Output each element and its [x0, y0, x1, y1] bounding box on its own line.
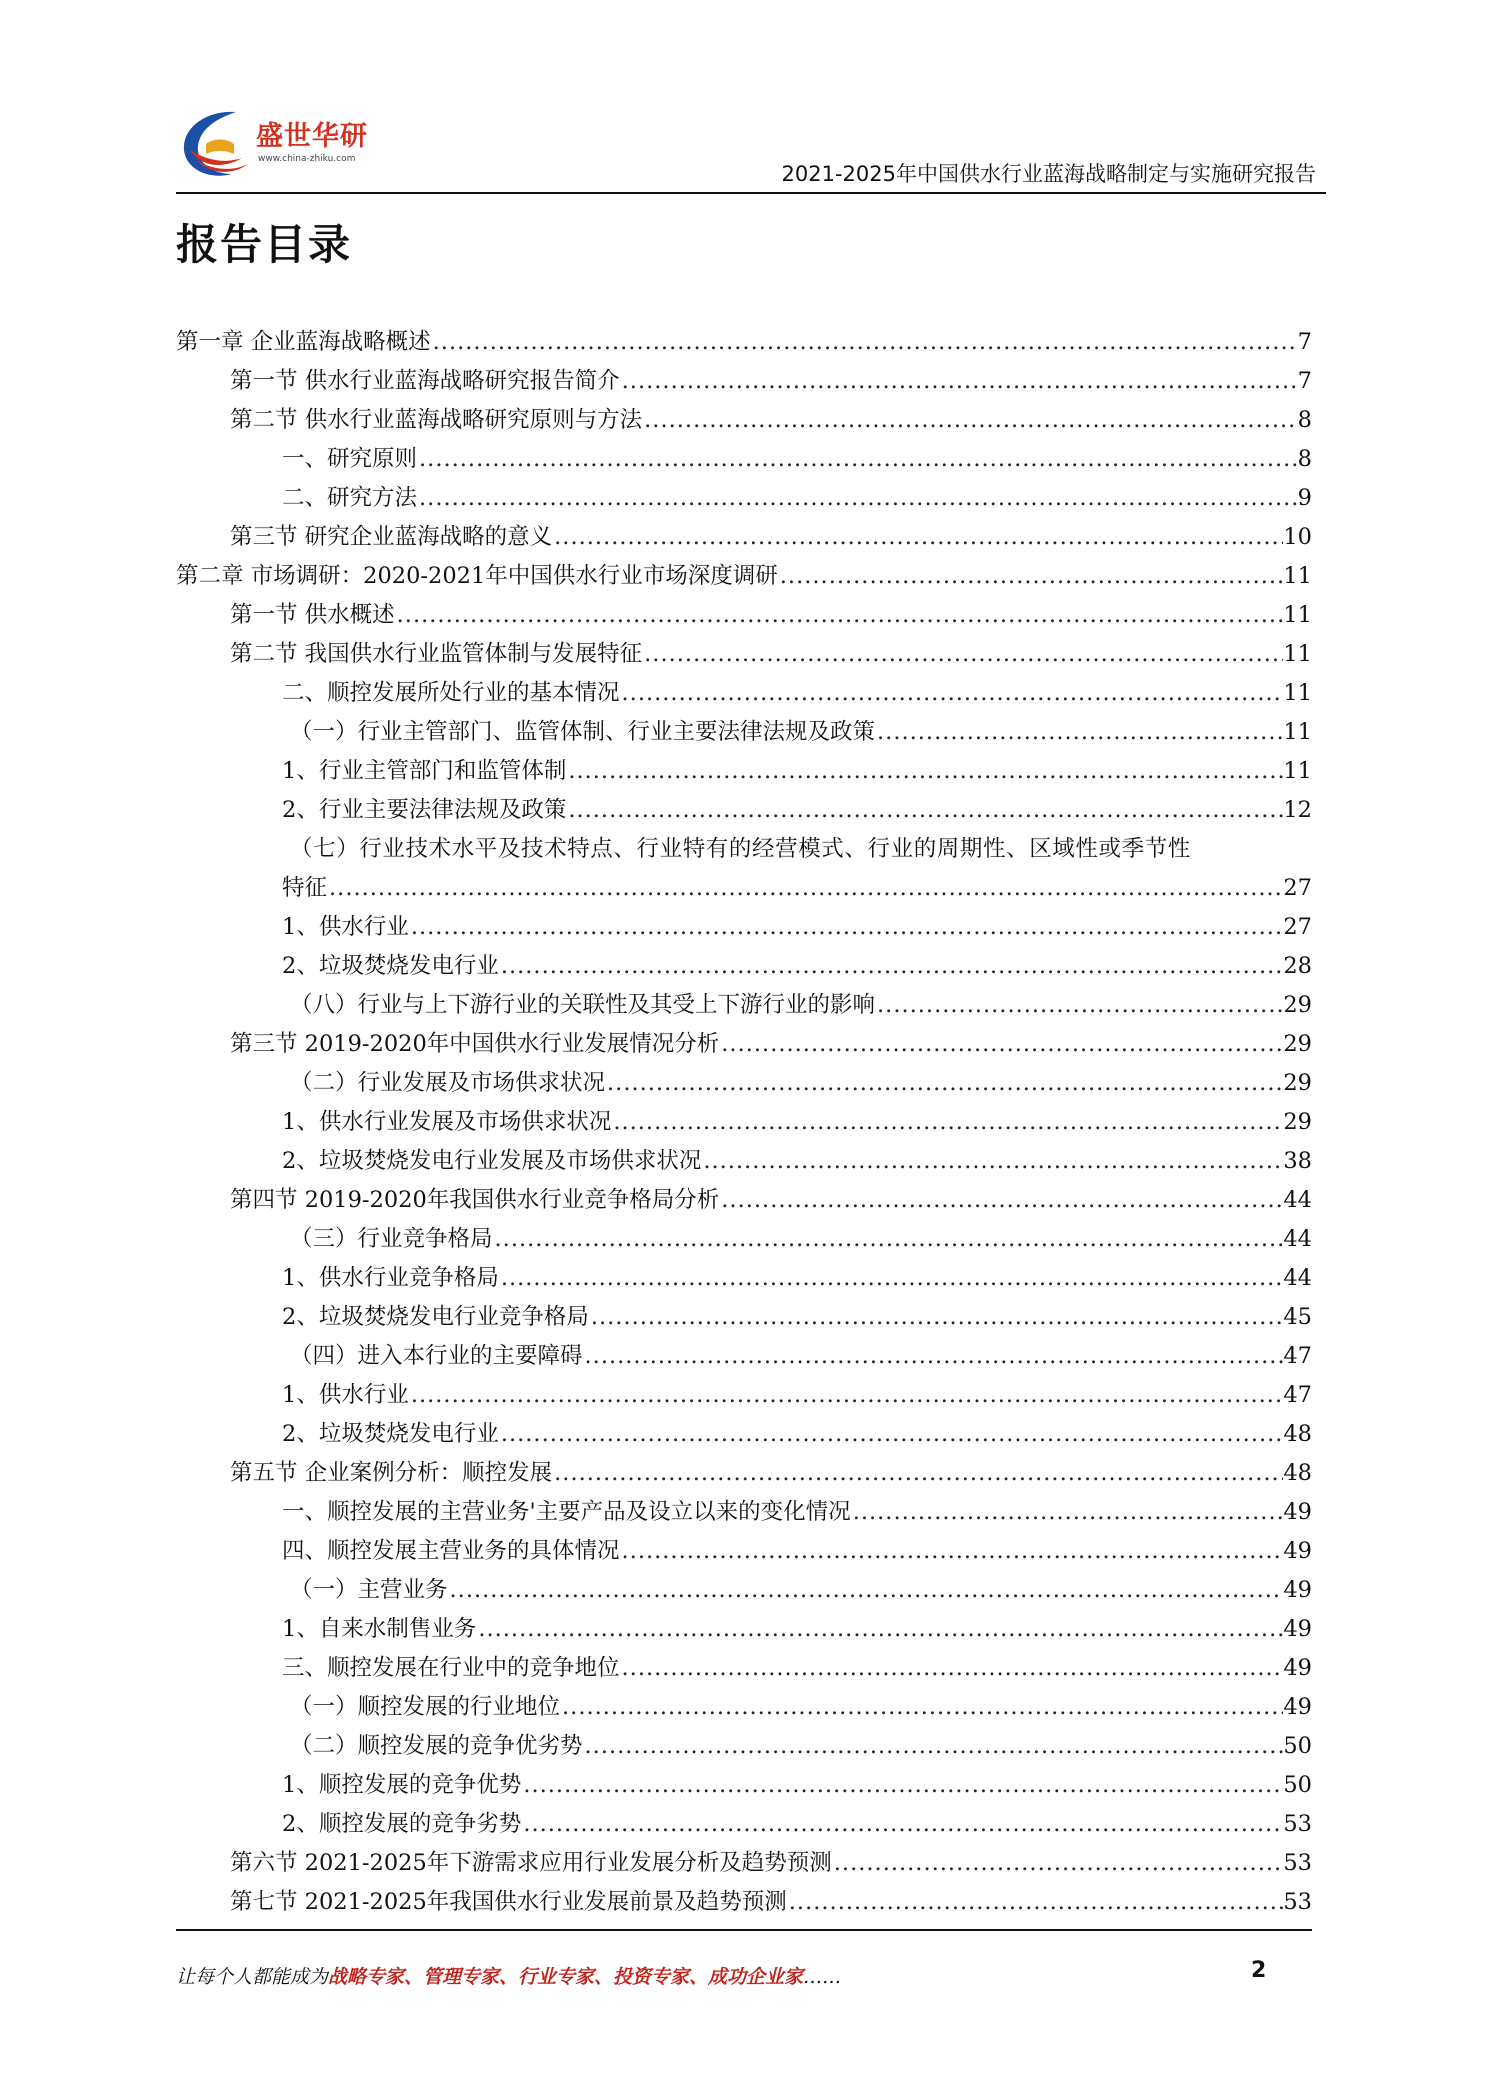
- toc-leader-dots: [419, 479, 1298, 518]
- toc-entry-title: 第一节 供水行业蓝海战略研究报告简介: [230, 368, 620, 394]
- toc-entry[interactable]: [176, 323, 1312, 362]
- toc-leader-dots: [644, 635, 1283, 674]
- toc-leader-dots: [877, 713, 1283, 752]
- toc-page-number: 29: [1283, 1070, 1312, 1096]
- toc-leader-dots: [703, 1142, 1283, 1181]
- toc-entry[interactable]: [176, 713, 1312, 752]
- toc-entry[interactable]: [176, 1805, 1312, 1844]
- toc-page-number: 44: [1283, 1187, 1312, 1213]
- toc-page-number: 49: [1283, 1655, 1312, 1681]
- report-title: 2021-2025年中国供水行业蓝海战略制定与实施研究报告: [781, 162, 1316, 186]
- toc-entry[interactable]: [176, 1025, 1312, 1064]
- toc-page-number: 12: [1283, 797, 1312, 823]
- toc-entry[interactable]: [176, 1649, 1312, 1688]
- toc-page-number: 48: [1283, 1421, 1312, 1447]
- toc-entry[interactable]: [176, 1142, 1312, 1181]
- toc-entry-title: 1、供水行业发展及市场供求状况: [282, 1109, 612, 1135]
- toc-entry-title: 三、顺控发展在行业中的竞争地位: [282, 1655, 620, 1681]
- toc-page-number: 9: [1297, 485, 1312, 511]
- toc-entry[interactable]: [176, 1844, 1312, 1883]
- toc-entry-title: 一、研究原则: [282, 446, 418, 472]
- toc-leader-dots: [644, 401, 1298, 440]
- toc-page-number: 11: [1283, 758, 1312, 784]
- toc-leader-dots: [780, 557, 1284, 596]
- toc-entry-title: （二）顺控发展的竞争优劣势: [290, 1733, 583, 1759]
- toc-page-number: 29: [1283, 1109, 1312, 1135]
- toc-entry-title: 第七节 2021-2025年我国供水行业发展前景及趋势预测: [230, 1889, 787, 1915]
- toc-entry[interactable]: [176, 1493, 1312, 1532]
- toc-entry-title: 第一节 供水概述: [230, 602, 395, 628]
- toc-entry[interactable]: [176, 1571, 1312, 1610]
- toc-page-number: 8: [1297, 446, 1312, 472]
- toc-leader-dots: [523, 1766, 1283, 1805]
- toc-leader-dots: [622, 1649, 1284, 1688]
- toc-entry-title: （三）行业竞争格局: [290, 1226, 493, 1252]
- toc-entry[interactable]: [176, 908, 1312, 947]
- toc-leader-dots: [501, 947, 1284, 986]
- toc-entry-title: 第二节 供水行业蓝海战略研究原则与方法: [230, 407, 643, 433]
- header-divider: [176, 192, 1326, 194]
- toc-page-number: 28: [1283, 953, 1312, 979]
- toc-entry[interactable]: [176, 1337, 1312, 1376]
- logo-name: 盛世华研: [256, 121, 368, 152]
- toc-leader-dots: [591, 1298, 1284, 1337]
- toc-leader-dots: [554, 1454, 1283, 1493]
- toc-entry[interactable]: [176, 869, 1312, 908]
- toc-page-number: 49: [1283, 1577, 1312, 1603]
- toc-page-number: 53: [1283, 1889, 1312, 1915]
- toc-leader-dots: [834, 1844, 1284, 1883]
- toc-leader-dots: [789, 1883, 1284, 1922]
- toc-page-number: 44: [1283, 1226, 1312, 1252]
- toc-leader-dots: [585, 1337, 1284, 1376]
- toc-leader-dots: [478, 1610, 1283, 1649]
- toc-page-number: 45: [1283, 1304, 1312, 1330]
- toc-page-number: 11: [1283, 563, 1312, 589]
- toc-entry-title: 第二节 我国供水行业监管体制与发展特征: [230, 641, 643, 667]
- toc-leader-dots: [523, 1805, 1283, 1844]
- toc-leader-dots: [721, 1025, 1283, 1064]
- toc-entry-title: 1、供水行业竞争格局: [282, 1265, 499, 1291]
- toc-entry-title: 2、垃圾焚烧发电行业发展及市场供求状况: [282, 1148, 702, 1174]
- toc-page-number: 53: [1283, 1850, 1312, 1876]
- toc-entry-title: 1、顺控发展的竞争优势: [282, 1772, 522, 1798]
- toc-page-number: 7: [1297, 368, 1312, 394]
- toc-leader-dots: [411, 908, 1284, 947]
- toc-entry[interactable]: [176, 1415, 1312, 1454]
- toc-entry[interactable]: [176, 479, 1312, 518]
- toc-entry-title: 1、供水行业: [282, 914, 409, 940]
- toc-entry[interactable]: [176, 1532, 1312, 1571]
- toc-entry-title: 2、垃圾焚烧发电行业: [282, 953, 499, 979]
- toc-page-number: 38: [1283, 1148, 1312, 1174]
- toc-entry[interactable]: [176, 1883, 1312, 1922]
- toc-leader-dots: [329, 869, 1283, 908]
- footer-divider: [176, 1929, 1312, 1931]
- toc-entry-title: 二、顺控发展所处行业的基本情况: [282, 680, 620, 706]
- toc-leader-dots: [562, 1688, 1283, 1727]
- toc-entry[interactable]: [176, 1181, 1312, 1220]
- toc-page-number: 27: [1283, 914, 1312, 940]
- toc-leader-dots: [877, 986, 1283, 1025]
- toc-entry-title: 第三节 研究企业蓝海战略的意义: [230, 524, 553, 550]
- toc-leader-dots: [622, 362, 1298, 401]
- toc-entry-title: （二）行业发展及市场供求状况: [290, 1070, 606, 1096]
- toc-leader-dots: [397, 596, 1284, 635]
- toc-leader-dots: [622, 674, 1284, 713]
- toc-page-number: 49: [1283, 1694, 1312, 1720]
- toc-leader-dots: [433, 323, 1298, 362]
- toc-entry-title: 2、顺控发展的竞争劣势: [282, 1811, 522, 1837]
- toc-leader-dots: [568, 791, 1283, 830]
- toc-page-number: 50: [1283, 1772, 1312, 1798]
- toc-entry-title: 第二章 市场调研：2020-2021年中国供水行业市场深度调研: [176, 563, 778, 589]
- slogan-suffix: ……: [803, 1966, 842, 1988]
- toc-leader-dots: [568, 752, 1283, 791]
- toc-entry[interactable]: [176, 1376, 1312, 1415]
- toc-page-number: 29: [1283, 992, 1312, 1018]
- toc-entry-title: 2、垃圾焚烧发电行业: [282, 1421, 499, 1447]
- toc-page-number: 50: [1283, 1733, 1312, 1759]
- toc-leader-dots: [721, 1181, 1283, 1220]
- logo-url: www.china-zhiku.com: [258, 154, 356, 164]
- toc-entry[interactable]: [176, 1064, 1312, 1103]
- toc-entry-title: 第四节 2019-2020年我国供水行业竞争格局分析: [230, 1187, 720, 1213]
- toc-page-number: 10: [1283, 524, 1312, 550]
- toc-entry[interactable]: [176, 557, 1312, 596]
- toc-entry[interactable]: [176, 1298, 1312, 1337]
- toc-page-number: 11: [1283, 719, 1312, 745]
- toc-entry[interactable]: [176, 401, 1312, 440]
- toc-entry-title: 特征: [282, 875, 328, 901]
- toc-entry-title: 二、研究方法: [282, 485, 418, 511]
- toc-entry[interactable]: [176, 1259, 1312, 1298]
- toc-entry[interactable]: [176, 1766, 1312, 1805]
- toc-page-number: 53: [1283, 1811, 1312, 1837]
- footer-slogan: [176, 1962, 841, 1989]
- toc-leader-dots: [853, 1493, 1284, 1532]
- toc-entry-title: （七）行业技术水平及技术特点、行业特有的经营模式、行业的周期性、区域性或季节性: [290, 836, 1191, 862]
- toc-entry[interactable]: [176, 596, 1312, 635]
- toc-entry[interactable]: [176, 830, 1312, 869]
- toc-entry[interactable]: [176, 1688, 1312, 1727]
- toc-entry[interactable]: [176, 518, 1312, 557]
- toc-entry[interactable]: [176, 635, 1312, 674]
- toc-page-number: 48: [1283, 1460, 1312, 1486]
- toc-entry[interactable]: [176, 1103, 1312, 1142]
- toc-entry-title: 1、行业主管部门和监管体制: [282, 758, 567, 784]
- toc-leader-dots: [501, 1259, 1284, 1298]
- toc-entry[interactable]: [176, 440, 1312, 479]
- page-title: 报告目录: [176, 220, 353, 269]
- toc-entry[interactable]: [176, 1727, 1312, 1766]
- toc-entry[interactable]: [176, 1610, 1312, 1649]
- slogan-highlight: 战略专家、管理专家、行业专家、投资专家、成功企业家: [328, 1966, 804, 1988]
- toc-page-number: 29: [1283, 1031, 1312, 1057]
- toc-entry-title: （八）行业与上下游行业的关联性及其受上下游行业的影响: [290, 992, 876, 1018]
- toc-entry[interactable]: [176, 752, 1312, 791]
- toc-entry-title: （一）主营业务: [290, 1577, 448, 1603]
- toc-page-number: 44: [1283, 1265, 1312, 1291]
- toc-page-number: 47: [1283, 1343, 1312, 1369]
- toc-page-number: 27: [1283, 875, 1312, 901]
- toc-leader-dots: [411, 1376, 1284, 1415]
- toc-entry-title: 第三节 2019-2020年中国供水行业发展情况分析: [230, 1031, 720, 1057]
- toc-page-number: 47: [1283, 1382, 1312, 1408]
- toc-leader-dots: [501, 1415, 1284, 1454]
- toc-leader-dots: [495, 1220, 1284, 1259]
- toc-entry[interactable]: [176, 791, 1312, 830]
- toc-page-number: 11: [1283, 680, 1312, 706]
- toc-page-number: 8: [1297, 407, 1312, 433]
- toc-leader-dots: [585, 1727, 1284, 1766]
- toc-entry-title: 1、供水行业: [282, 1382, 409, 1408]
- toc-entry-title: 第五节 企业案例分析：顺控发展: [230, 1460, 553, 1486]
- toc-entry[interactable]: [176, 674, 1312, 713]
- toc-page-number: 11: [1283, 602, 1312, 628]
- toc-entry[interactable]: [176, 1454, 1312, 1493]
- toc-entry-title: （一）行业主管部门、监管体制、行业主要法律法规及政策: [290, 719, 876, 745]
- toc-entry[interactable]: [176, 986, 1312, 1025]
- toc-page-number: 49: [1283, 1538, 1312, 1564]
- toc-entry-title: 2、行业主要法律法规及政策: [282, 797, 567, 823]
- slogan-prefix: 让每个人都能成为: [176, 1966, 329, 1988]
- page-header: [176, 100, 1326, 194]
- page-number: 2: [1251, 1958, 1267, 1983]
- toc-entry-title: 第一章 企业蓝海战略概述: [176, 329, 431, 355]
- toc-page-number: 11: [1283, 641, 1312, 667]
- toc-leader-dots: [607, 1064, 1283, 1103]
- toc-entry[interactable]: [176, 1220, 1312, 1259]
- toc-leader-dots: [622, 1532, 1284, 1571]
- toc-leader-dots: [450, 1571, 1284, 1610]
- toc-entry-title: 四、顺控发展主营业务的具体情况: [282, 1538, 620, 1564]
- toc-leader-dots: [419, 440, 1298, 479]
- toc-entry-title: 1、自来水制售业务: [282, 1616, 477, 1642]
- table-of-contents: [176, 323, 1312, 1922]
- toc-entry-title: 一、顺控发展的主营业务'主要产品及设立以来的变化情况: [282, 1499, 851, 1525]
- toc-leader-dots: [613, 1103, 1283, 1142]
- toc-page-number: 49: [1283, 1499, 1312, 1525]
- toc-entry-title: 第六节 2021-2025年下游需求应用行业发展分析及趋势预测: [230, 1850, 832, 1876]
- toc-entry-title: （四）进入本行业的主要障碍: [290, 1343, 583, 1369]
- toc-entry[interactable]: [176, 947, 1312, 986]
- toc-entry-title: 2、垃圾焚烧发电行业竞争格局: [282, 1304, 589, 1330]
- toc-entry[interactable]: [176, 362, 1312, 401]
- toc-leader-dots: [554, 518, 1283, 557]
- toc-entry-title: （一）顺控发展的行业地位: [290, 1694, 561, 1720]
- toc-page-number: 49: [1283, 1616, 1312, 1642]
- toc-page-number: 7: [1297, 329, 1312, 355]
